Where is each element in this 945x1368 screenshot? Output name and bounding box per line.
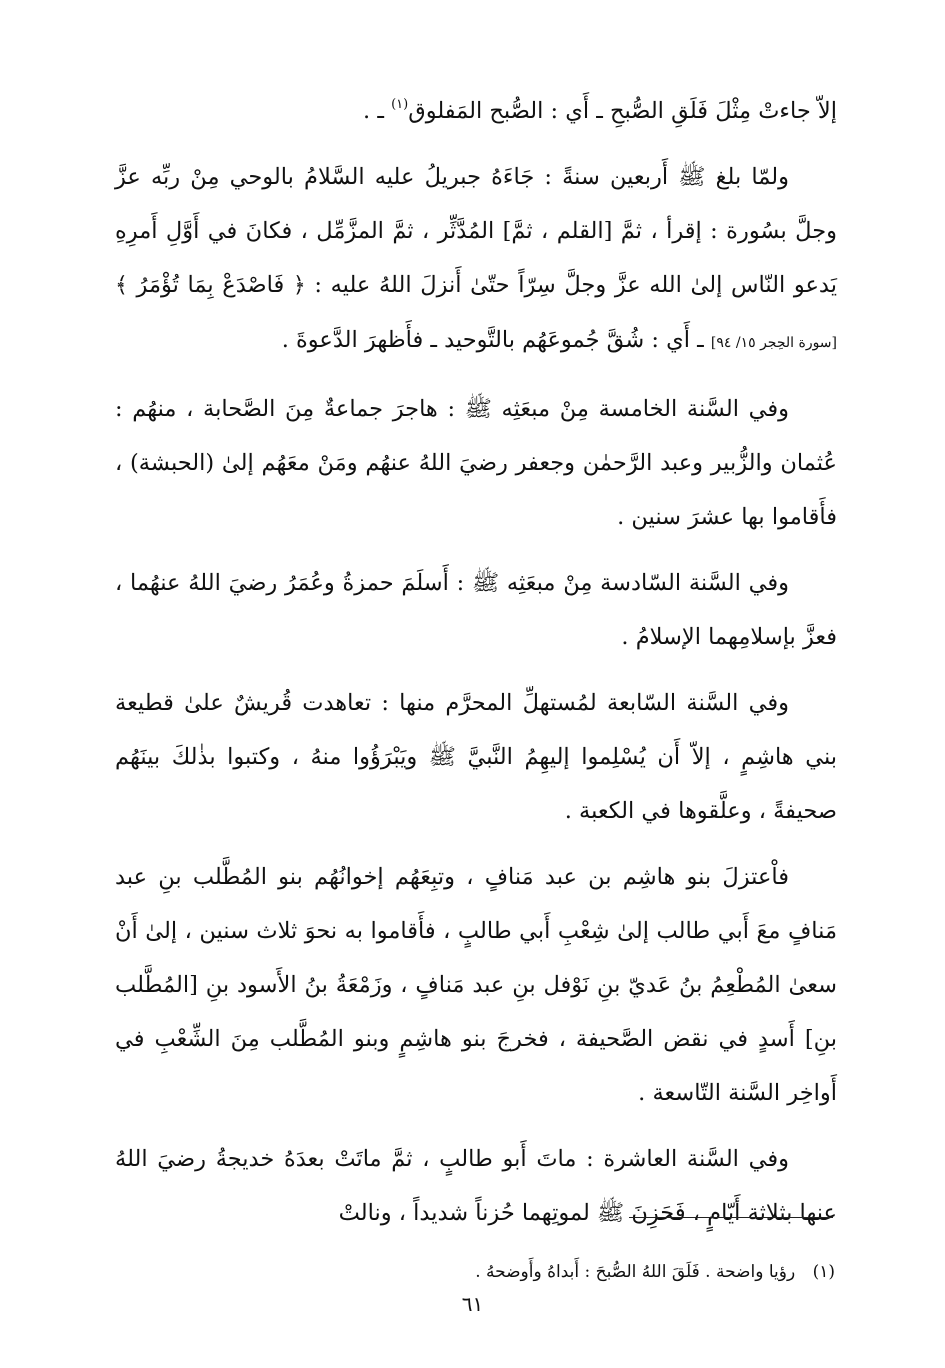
paragraph-4 xyxy=(115,556,837,664)
paragraph-3 xyxy=(115,382,837,544)
paragraph-5 xyxy=(115,676,837,838)
verse-reference: [سورة الحِجر ١٥/ ٩٤] xyxy=(710,335,837,351)
paragraph-text: وفي السَّنة السّابعة لمُستهلِّ المحرَّم منها : تعاهدت قُريشٌ علىٰ قطيعة بني هاشِمٍ ، إلاّ أَن يُسْلِموا إليهِمُ النَّبيَّ ﷺ ويَبْرَؤُوا منهُ ، وكتبوا بذٰلكَ بينَهُم صحيفةً ، وعلَّقوها في الكعبة . xyxy=(115,690,837,824)
page-number: ٦١ xyxy=(461,1292,484,1316)
footnote-number: (١) xyxy=(812,1262,835,1282)
paragraph-tail: ـ أَي : شُقَّ جُموعَهُم بالتَّوحيد ـ فأَظهرَ الدَّعوةَ . xyxy=(281,327,704,353)
paragraph-text: ولمّا بلغ ﷺ أَربعين سنةً : جَاءَهُ جبريلُ عليه السَّلامُ بالوحي مِنْ ربِّه عزَّ وجلَّ بسُورة : إقرأ ، ثمَّ [القلم ، ثمَّ] المُدَّثِّر ، ثمَّ المزَّمِّل ، فكانَ في أَوَّلِ أَمرِهِ يَدعو النّاس إلىٰ الله عزَّ وجلَّ سِرّاً حتّىٰ أَنزلَ اللهُ عليه : xyxy=(115,164,838,298)
quran-verse: فَاصْدَعْ بِمَا تُؤْمَرُ xyxy=(136,272,285,298)
paragraph-text: وفي السَّنة السّادسة مِنْ مبعَثِه ﷺ : أَسلَمَ حمزةُ وعُمَرُ رضيَ اللهُ عنهُما ، فعزَّ بإسلامِهما الإسلامُ . xyxy=(115,570,837,650)
quran-close-bracket: ﴾ xyxy=(115,273,128,298)
paragraph-tail: ـ . xyxy=(363,98,392,124)
paragraph-text: إلاّ جاءتْ مِثْلَ فَلَقِ الصُّبحِ ـ أَي : الصُّبح المَفلوق xyxy=(408,98,837,124)
quran-open-bracket: ﴿ xyxy=(292,273,306,298)
paragraph-2 xyxy=(115,150,837,370)
paragraph-text: فاْعتزلَ بنو هاشِم بن عبد مَنافٍ ، وتبِعَهُم إخوانُهُم بنو المُطَّلب بنِ عبد مَنافٍ معَ أَبي طالب إلىٰ شِعْبِ أَبي طالبٍ ، فأَقاموا به نحوَ ثلاث سنين ، إلىٰ أَنْ سعىٰ المُطْعِمُ بنُ عَديّ بنِ نَوْفل بنِ عبد مَنافٍ ، وزَمْعَةُ بنُ الأَسود بنِ [المُطَّلب بنِ] أَسدٍ في نقض الصَّحيفة ، فخرجَ بنو هاشِمٍ وبنو المُطَّلب مِنَ الشِّعْبِ في أَواخِر السَّنة التّاسعة . xyxy=(115,864,837,1106)
paragraph-text: وفي السَّنة الخامسة مِنْ مبعَثِه ﷺ : هاجرَ جماعةٌ مِنَ الصَّحابة ، منهُم : عُثمان والزُّبير وعبد الرَّحمٰن وجعفر رضيَ اللهُ عنهُم ومَنْ معَهُم إلىٰ (الحبشة) ، فأَقاموا بها عشرَ سنين . xyxy=(115,396,837,530)
footnote-separator xyxy=(629,1217,833,1218)
paragraph-6 xyxy=(115,850,837,1120)
footnote xyxy=(113,1258,835,1286)
paragraph-7 xyxy=(115,1132,837,1240)
footnote-text: رؤيا واضحة . فَلَقَ اللهُ الصُّبحَ : أَبداهُ وأَوضحهُ . xyxy=(475,1262,796,1282)
paragraph-1 xyxy=(115,84,837,138)
paragraph-text: وفي السَّنة العاشرة : ماتَ أَبو طالبٍ ، ثمَّ ماتَتْ بعدَهُ خديجةُ رضيَ اللهُ عنها بثلاثة أَيّامٍ ، فَحَزِنَ ﷺ لموتِهما حُزناً شديداً ، ونالتْ xyxy=(115,1146,837,1226)
footnote-reference: (١) xyxy=(391,97,409,112)
main-text xyxy=(115,84,837,1252)
